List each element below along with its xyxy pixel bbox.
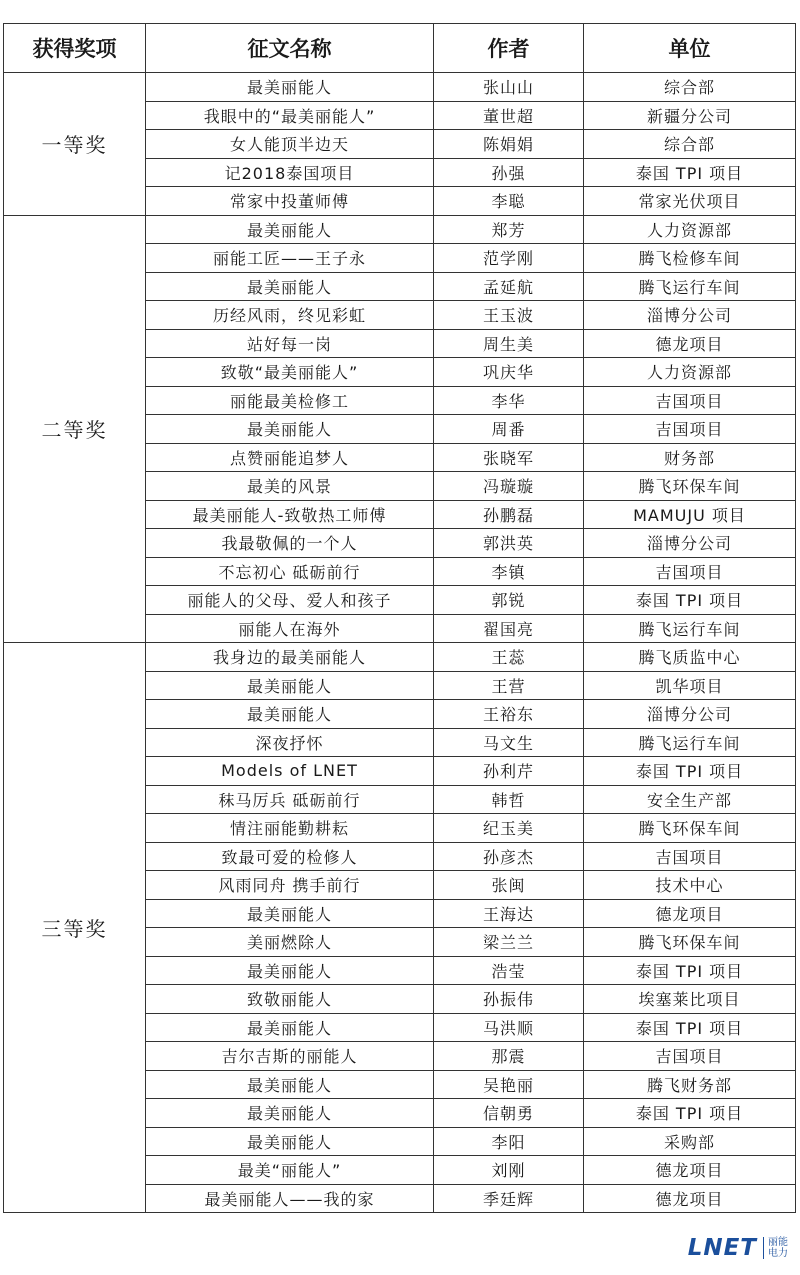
unit-cell: 德龙项目 bbox=[584, 329, 796, 358]
author-cell: 张山山 bbox=[434, 73, 584, 102]
unit-cell: 腾飞运行车间 bbox=[584, 272, 796, 301]
unit-cell: 德龙项目 bbox=[584, 899, 796, 928]
header-author: 作者 bbox=[434, 24, 584, 73]
unit-cell: 综合部 bbox=[584, 130, 796, 159]
author-cell: 张晓军 bbox=[434, 443, 584, 472]
company-logo bbox=[688, 1235, 788, 1261]
title-cell: 历经风雨，终见彩虹 bbox=[146, 301, 434, 330]
unit-cell: 德龙项目 bbox=[584, 1156, 796, 1185]
title-cell: 吉尔吉斯的丽能人 bbox=[146, 1042, 434, 1071]
author-cell: 孙彦杰 bbox=[434, 842, 584, 871]
title-cell: 最美丽能人 bbox=[146, 1013, 434, 1042]
title-cell: 最美丽能人-致敬热工师傅 bbox=[146, 500, 434, 529]
author-cell: 张闽 bbox=[434, 871, 584, 900]
author-cell: 王玉波 bbox=[434, 301, 584, 330]
unit-cell: 技术中心 bbox=[584, 871, 796, 900]
unit-cell: 吉国项目 bbox=[584, 557, 796, 586]
unit-cell: 人力资源部 bbox=[584, 215, 796, 244]
title-cell: 秣马厉兵 砥砺前行 bbox=[146, 785, 434, 814]
title-cell: 最美丽能人——我的家 bbox=[146, 1184, 434, 1213]
unit-cell: 腾飞运行车间 bbox=[584, 728, 796, 757]
title-cell: 不忘初心 砥砺前行 bbox=[146, 557, 434, 586]
unit-cell: 腾飞环保车间 bbox=[584, 928, 796, 957]
author-cell: 周生美 bbox=[434, 329, 584, 358]
author-cell: 李镇 bbox=[434, 557, 584, 586]
unit-cell: 埃塞莱比项目 bbox=[584, 985, 796, 1014]
awards-body bbox=[4, 73, 796, 1213]
author-cell: 孙振伟 bbox=[434, 985, 584, 1014]
title-cell: 致敬丽能人 bbox=[146, 985, 434, 1014]
unit-cell: 腾飞质监中心 bbox=[584, 643, 796, 672]
title-cell: 情注丽能勤耕耘 bbox=[146, 814, 434, 843]
unit-cell: 综合部 bbox=[584, 73, 796, 102]
unit-cell: 德龙项目 bbox=[584, 1184, 796, 1213]
logo-chinese bbox=[763, 1237, 788, 1259]
title-cell: 点赞丽能追梦人 bbox=[146, 443, 434, 472]
title-cell: 丽能人的父母、爱人和孩子 bbox=[146, 586, 434, 615]
unit-cell: 吉国项目 bbox=[584, 842, 796, 871]
logo-cn-line1: 丽能 bbox=[768, 1237, 788, 1248]
author-cell: 郑芳 bbox=[434, 215, 584, 244]
header-prize: 获得奖项 bbox=[4, 24, 146, 73]
title-cell: 最美丽能人 bbox=[146, 1070, 434, 1099]
title-cell: 最美丽能人 bbox=[146, 1099, 434, 1128]
title-cell: 最美的风景 bbox=[146, 472, 434, 501]
unit-cell: 腾飞环保车间 bbox=[584, 472, 796, 501]
header-title: 征文名称 bbox=[146, 24, 434, 73]
author-cell: 信朝勇 bbox=[434, 1099, 584, 1128]
title-cell: 最美丽能人 bbox=[146, 1127, 434, 1156]
author-cell: 王裕东 bbox=[434, 700, 584, 729]
table-row bbox=[4, 215, 796, 244]
author-cell: 纪玉美 bbox=[434, 814, 584, 843]
author-cell: 王海达 bbox=[434, 899, 584, 928]
author-cell: 周番 bbox=[434, 415, 584, 444]
title-cell: 最美丽能人 bbox=[146, 415, 434, 444]
unit-cell: 常家光伏项目 bbox=[584, 187, 796, 216]
unit-cell: 淄博分公司 bbox=[584, 529, 796, 558]
title-cell: Models of LNET bbox=[146, 757, 434, 786]
unit-cell: 采购部 bbox=[584, 1127, 796, 1156]
header-unit: 单位 bbox=[584, 24, 796, 73]
logo-cn-line2: 电力 bbox=[768, 1248, 788, 1259]
title-cell: 最美丽能人 bbox=[146, 73, 434, 102]
unit-cell: MAMUJU 项目 bbox=[584, 500, 796, 529]
prize-cell: 三等奖 bbox=[4, 643, 146, 1213]
unit-cell: 安全生产部 bbox=[584, 785, 796, 814]
title-cell: 最美“丽能人” bbox=[146, 1156, 434, 1185]
unit-cell: 凯华项目 bbox=[584, 671, 796, 700]
author-cell: 季廷辉 bbox=[434, 1184, 584, 1213]
author-cell: 李华 bbox=[434, 386, 584, 415]
author-cell: 浩莹 bbox=[434, 956, 584, 985]
table-row bbox=[4, 73, 796, 102]
author-cell: 翟国亮 bbox=[434, 614, 584, 643]
author-cell: 李聪 bbox=[434, 187, 584, 216]
author-cell: 郭锐 bbox=[434, 586, 584, 615]
author-cell: 李阳 bbox=[434, 1127, 584, 1156]
unit-cell: 新疆分公司 bbox=[584, 101, 796, 130]
author-cell: 孟延航 bbox=[434, 272, 584, 301]
title-cell: 最美丽能人 bbox=[146, 700, 434, 729]
title-cell: 女人能顶半边天 bbox=[146, 130, 434, 159]
unit-cell: 泰国 TPI 项目 bbox=[584, 158, 796, 187]
prize-cell: 二等奖 bbox=[4, 215, 146, 643]
unit-cell: 泰国 TPI 项目 bbox=[584, 1013, 796, 1042]
title-cell: 最美丽能人 bbox=[146, 671, 434, 700]
author-cell: 郭洪英 bbox=[434, 529, 584, 558]
unit-cell: 腾飞检修车间 bbox=[584, 244, 796, 273]
author-cell: 陈娟娟 bbox=[434, 130, 584, 159]
unit-cell: 人力资源部 bbox=[584, 358, 796, 387]
title-cell: 最美丽能人 bbox=[146, 899, 434, 928]
author-cell: 马洪顺 bbox=[434, 1013, 584, 1042]
title-cell: 致最可爱的检修人 bbox=[146, 842, 434, 871]
title-cell: 丽能工匠——王子永 bbox=[146, 244, 434, 273]
awards-table bbox=[3, 23, 796, 1213]
unit-cell: 泰国 TPI 项目 bbox=[584, 586, 796, 615]
unit-cell: 吉国项目 bbox=[584, 386, 796, 415]
author-cell: 冯璇璇 bbox=[434, 472, 584, 501]
author-cell: 那震 bbox=[434, 1042, 584, 1071]
author-cell: 刘刚 bbox=[434, 1156, 584, 1185]
title-cell: 常家中投董师傅 bbox=[146, 187, 434, 216]
title-cell: 我最敬佩的一个人 bbox=[146, 529, 434, 558]
author-cell: 孙强 bbox=[434, 158, 584, 187]
unit-cell: 泰国 TPI 项目 bbox=[584, 956, 796, 985]
title-cell: 记2018泰国项目 bbox=[146, 158, 434, 187]
author-cell: 韩哲 bbox=[434, 785, 584, 814]
author-cell: 马文生 bbox=[434, 728, 584, 757]
title-cell: 致敬“最美丽能人” bbox=[146, 358, 434, 387]
author-cell: 梁兰兰 bbox=[434, 928, 584, 957]
title-cell: 我眼中的“最美丽能人” bbox=[146, 101, 434, 130]
table-row bbox=[4, 643, 796, 672]
unit-cell: 泰国 TPI 项目 bbox=[584, 757, 796, 786]
prize-cell: 一等奖 bbox=[4, 73, 146, 216]
author-cell: 王蕊 bbox=[434, 643, 584, 672]
unit-cell: 腾飞运行车间 bbox=[584, 614, 796, 643]
unit-cell: 泰国 TPI 项目 bbox=[584, 1099, 796, 1128]
author-cell: 吴艳丽 bbox=[434, 1070, 584, 1099]
header-row bbox=[4, 24, 796, 73]
author-cell: 王营 bbox=[434, 671, 584, 700]
unit-cell: 淄博分公司 bbox=[584, 301, 796, 330]
unit-cell: 淄博分公司 bbox=[584, 700, 796, 729]
unit-cell: 财务部 bbox=[584, 443, 796, 472]
title-cell: 最美丽能人 bbox=[146, 956, 434, 985]
unit-cell: 吉国项目 bbox=[584, 1042, 796, 1071]
unit-cell: 腾飞财务部 bbox=[584, 1070, 796, 1099]
title-cell: 站好每一岗 bbox=[146, 329, 434, 358]
title-cell: 最美丽能人 bbox=[146, 272, 434, 301]
unit-cell: 吉国项目 bbox=[584, 415, 796, 444]
title-cell: 最美丽能人 bbox=[146, 215, 434, 244]
author-cell: 范学刚 bbox=[434, 244, 584, 273]
title-cell: 深夜抒怀 bbox=[146, 728, 434, 757]
title-cell: 我身边的最美丽能人 bbox=[146, 643, 434, 672]
logo-wordmark: LNET bbox=[687, 1235, 757, 1261]
author-cell: 巩庆华 bbox=[434, 358, 584, 387]
title-cell: 风雨同舟 携手前行 bbox=[146, 871, 434, 900]
title-cell: 美丽燃除人 bbox=[146, 928, 434, 957]
title-cell: 丽能人在海外 bbox=[146, 614, 434, 643]
author-cell: 孙利芹 bbox=[434, 757, 584, 786]
title-cell: 丽能最美检修工 bbox=[146, 386, 434, 415]
author-cell: 孙鹏磊 bbox=[434, 500, 584, 529]
unit-cell: 腾飞环保车间 bbox=[584, 814, 796, 843]
author-cell: 董世超 bbox=[434, 101, 584, 130]
